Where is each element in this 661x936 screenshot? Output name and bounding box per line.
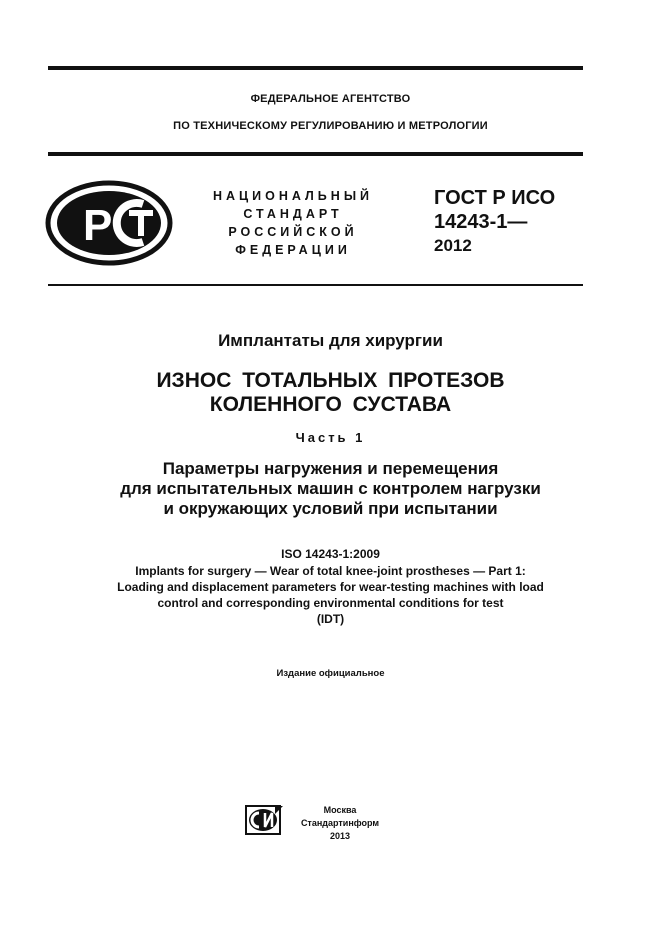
publisher-year: 2013: [329, 831, 351, 841]
national-line-1: НАЦИОНАЛЬНЫЙ: [212, 189, 374, 203]
agency-line-2: ПО ТЕХНИЧЕСКОМУ РЕГУЛИРОВАНИЮ И МЕТРОЛОГИИ: [173, 120, 488, 132]
subtitle-line-2: для испытательных машин с контролем нагрузки: [120, 479, 541, 498]
national-line-2: СТАНДАРТ: [243, 207, 343, 221]
main-title-line-1: ИЗНОС ТОТАЛЬНЫХ ПРОТЕЗОВ: [156, 369, 505, 392]
top-rule: [48, 66, 583, 70]
standard-rule: [48, 284, 583, 286]
national-line-3: РОССИЙСКОЙ: [228, 225, 358, 239]
national-standard-label: [193, 187, 393, 259]
iso-line-3: control and corresponding environmental conditions for test: [157, 596, 504, 610]
standartinform-logo-icon: [245, 804, 285, 836]
subtitle-line-3: и окружающих условий при испытании: [163, 499, 498, 518]
rst-certification-logo-icon: [45, 180, 173, 266]
publisher-name: Стандартинформ: [300, 818, 380, 828]
header-rule: [48, 152, 583, 156]
svg-text:Р: Р: [83, 201, 113, 250]
main-title-line-2: КОЛЕННОГО СУСТАВА: [209, 393, 452, 416]
subtitle-line-1: Параметры нагружения и перемещения: [162, 459, 499, 478]
subject-title: Имплантаты для хирургии: [218, 331, 443, 350]
gost-line-2: 14243-1—: [434, 211, 528, 233]
part-label: Часть 1: [295, 430, 366, 445]
agency-line-1: ФЕДЕРАЛЬНОЕ АГЕНТСТВО: [250, 93, 411, 105]
iso-line-2: Loading and displacement parameters for wear-testing machines with load: [117, 580, 544, 594]
iso-code: ISO 14243-1:2009: [281, 547, 380, 561]
edition-label: Издание официальное: [276, 668, 385, 679]
gost-designation: [434, 186, 555, 258]
iso-line-1: Implants for surgery — Wear of total knee-joint prostheses — Part 1:: [135, 564, 526, 578]
publisher-info: [290, 804, 390, 843]
national-line-4: ФЕДЕРАЦИИ: [235, 243, 351, 257]
iso-line-4: (IDT): [316, 612, 345, 626]
publisher-city: Москва: [323, 805, 357, 815]
gost-year: 2012: [434, 236, 472, 255]
gost-line-1: ГОСТ Р ИСО: [434, 187, 556, 209]
